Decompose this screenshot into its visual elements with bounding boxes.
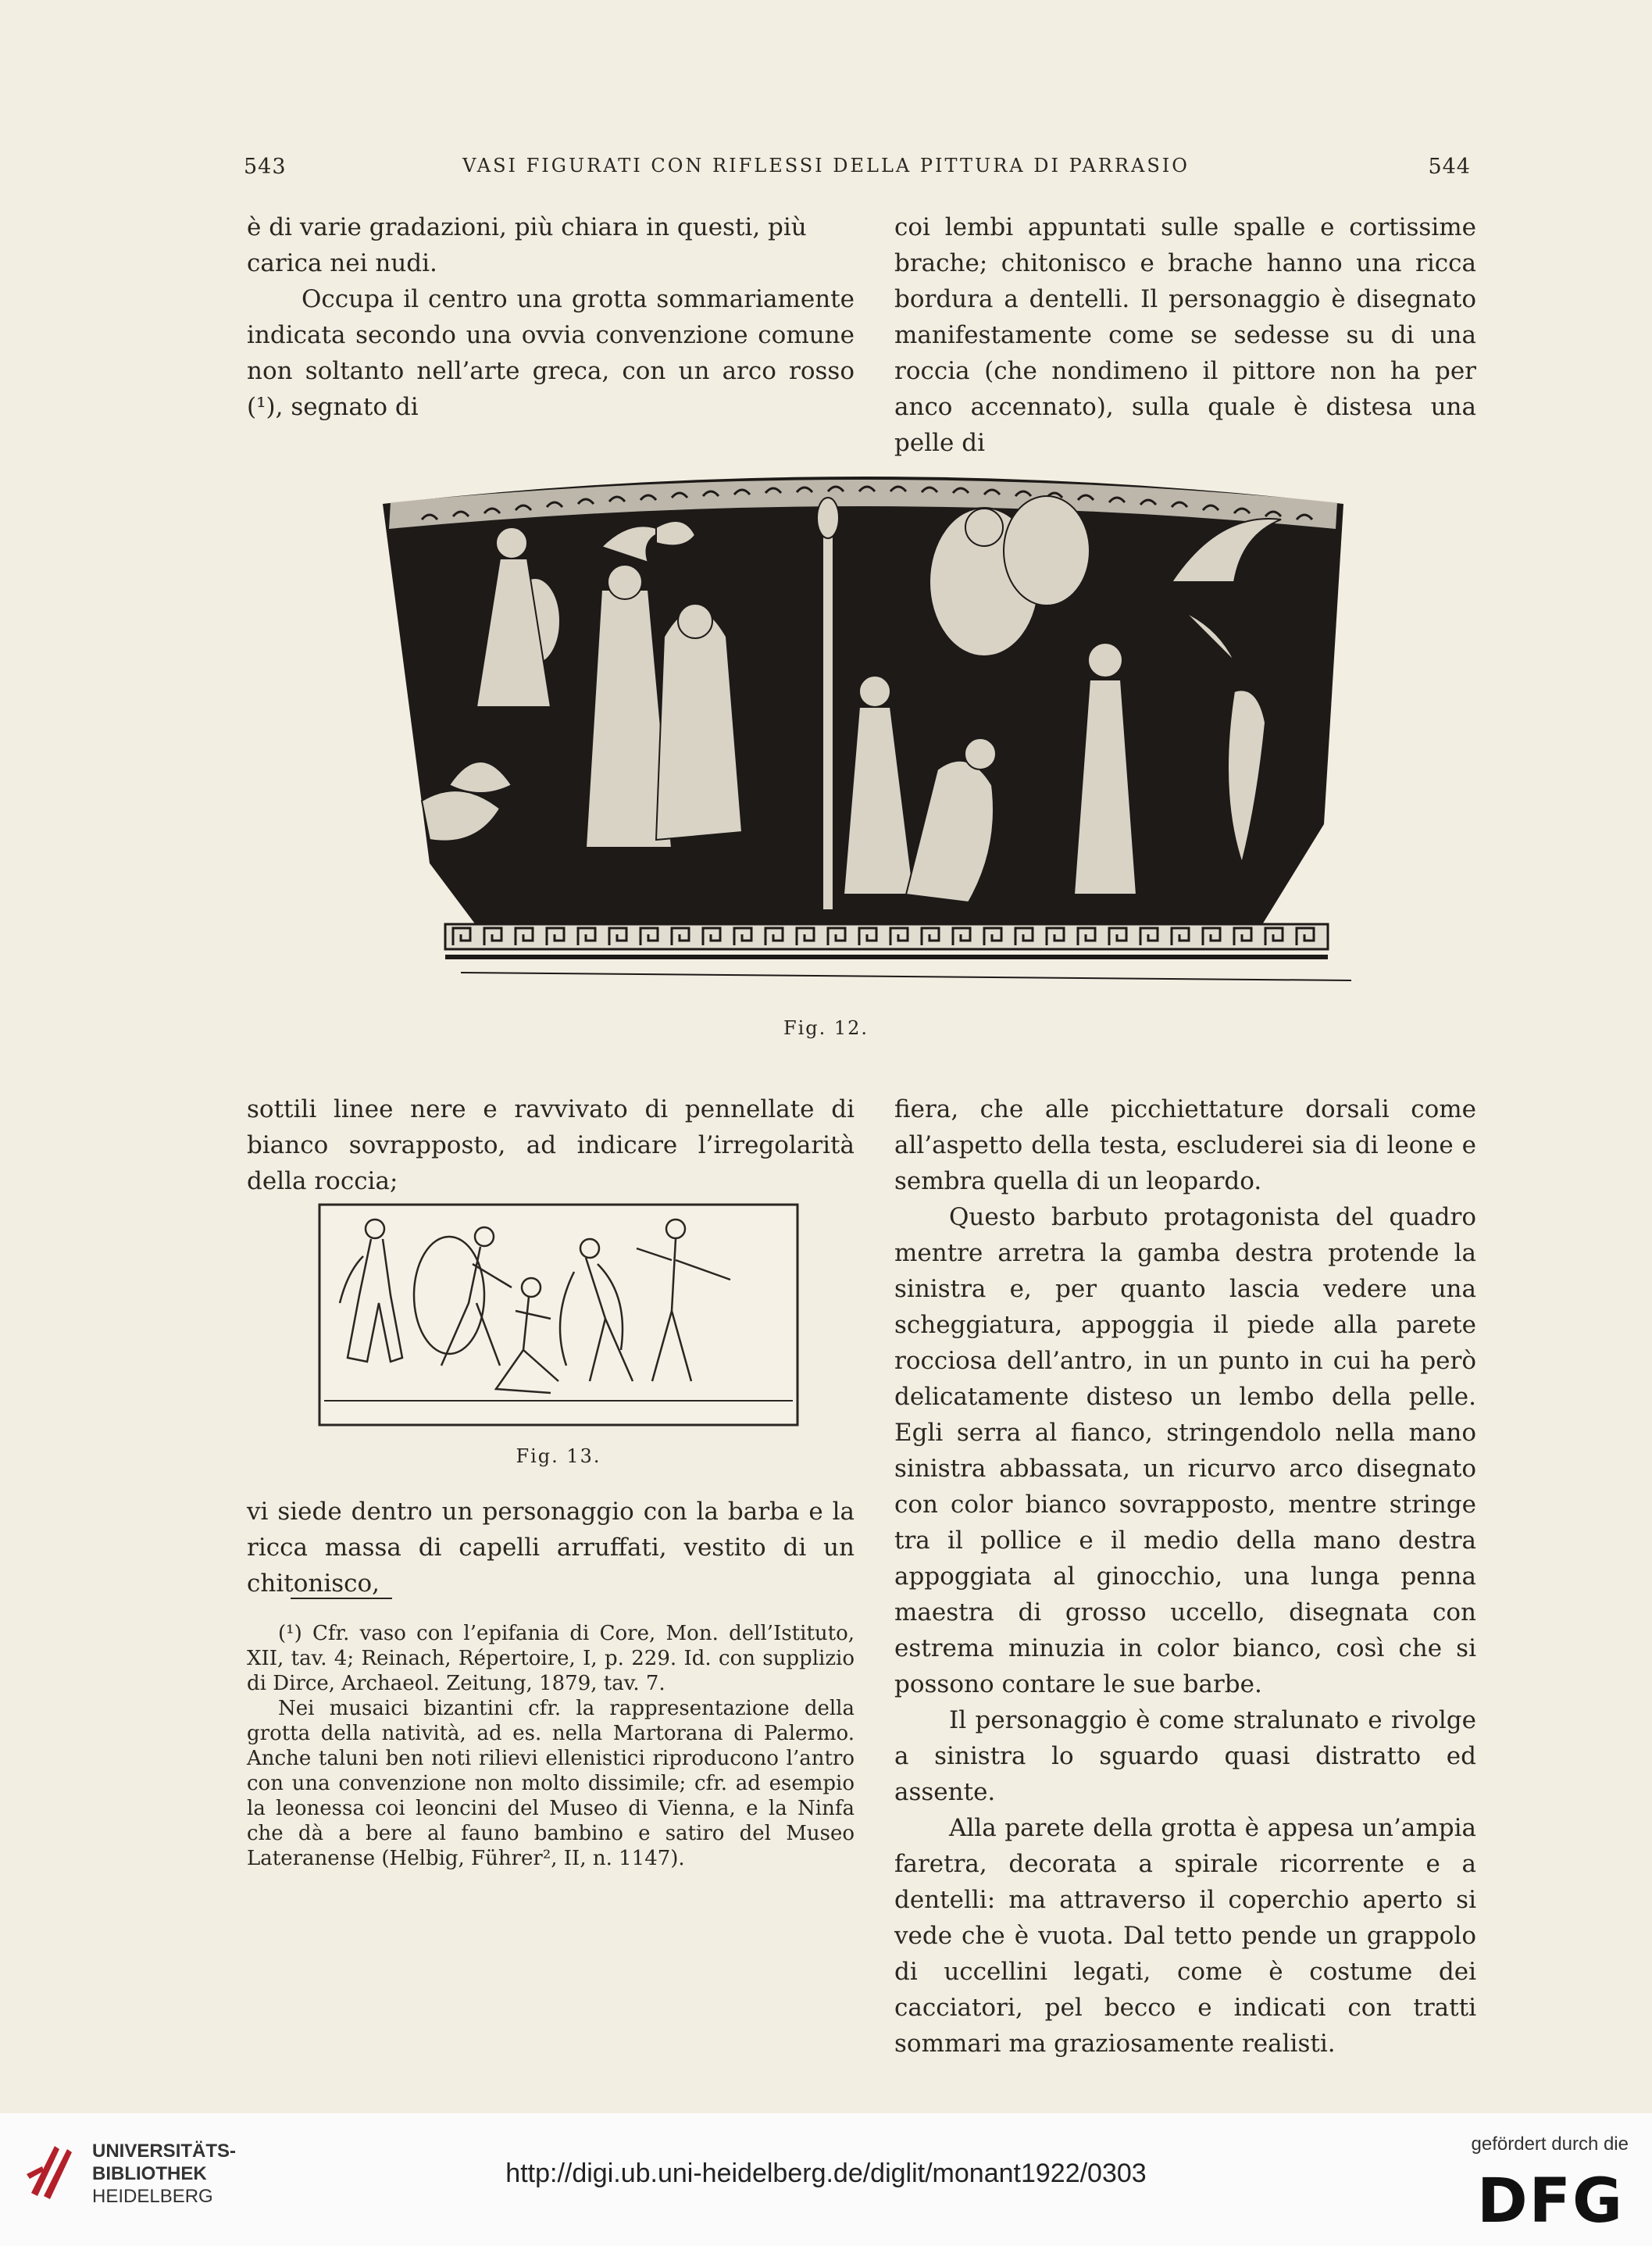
- paragraph: Occupa il centro una grotta sommariamente indicata secondo una ovvia convenzione comune non soltanto nell’arte greca, con un arco rosso (¹), segnato di: [247, 285, 855, 421]
- footnotes: [247, 1621, 855, 1871]
- library-line-3: HEIDELBERG: [92, 2186, 213, 2207]
- digitization-footer: [0, 2113, 1652, 2246]
- figure-13-caption: Fig. 13.: [516, 1445, 601, 1467]
- figure-12-caption: Fig. 12.: [783, 1017, 869, 1039]
- paragraph: Alla parete della grotta è appesa un’ampia faretra, decorata a spirale ricorrente e a dentelli: ma attraverso il coperchio aperto si vede che è vuota. Dal tetto pende un grappolo di uccellini legati, come è costume dei cacciatori, pel becco e indicati con tratti sommari ma graziosamente realisti.: [894, 1814, 1476, 2058]
- running-title: VASI FIGURATI CON RIFLESSI DELLA PITTURA DI PARRASIO: [462, 155, 1190, 177]
- left-column-top: [247, 209, 855, 425]
- paragraph: fiera, che alle picchiettature dorsali come all’aspetto della testa, escluderei sia di leone e sembra quella di un leopardo.: [894, 1095, 1476, 1195]
- right-column-top: [894, 209, 1476, 461]
- library-line-1: UNIVERSITÄTS-: [92, 2141, 237, 2162]
- paragraph: Il personaggio è come stralunato e rivolge a sinistra lo sguardo quasi distratto ed assente.: [894, 1706, 1476, 1806]
- library-line-2: BIBLIOTHEK: [92, 2163, 207, 2184]
- paragraph: coi lembi appuntati sulle spalle e cortissime brache; chitonisco e brache hanno una ricca bordura a dentelli. Il personaggio è disegnato manifestamente come se sedesse su di una roccia (che nondimeno il pittore non ha per anco accennato), sulla quale è distesa una pelle di: [894, 213, 1476, 457]
- page-number-right: 544: [1428, 155, 1471, 179]
- paragraph: è di varie gradazioni, più chiara in questi, più carica nei nudi.: [247, 213, 807, 277]
- left-column-bottom: [247, 1494, 855, 1601]
- footnote-rule: [291, 1598, 392, 1599]
- paragraph: sottili linee nere e ravvivato di pennellate di bianco sovrapposto, ad indicare l’irregolarità della roccia;: [247, 1095, 855, 1195]
- footnote-1-continuation: Nei musaici bizantini cfr. la rappresentazione della grotta della natività, ad es. nella Martorana di Palermo. Anche taluni ben noti rilievi ellenistici riproducono l’antro con una convenzione non molto dissimile; cfr. ad esempio la leonessa coi leoncini del Museo di Vienna, e la Ninfa che dà a bere al fauno bambino e satiro del Museo Lateranense (Helbig, Führer², II, n. 1147).: [247, 1697, 855, 1870]
- footnote-1: (¹) Cfr. vaso con l’epifania di Core, Mon. dell’Istituto, XII, tav. 4; Reinach, Répertoire, I, p. 229. Id. con supplizio di Dirce, Archaeol. Zeitung, 1879, tav. 7.: [247, 1622, 855, 1695]
- page-number-left: 543: [244, 155, 287, 179]
- vase-figure-12: [375, 457, 1359, 1031]
- paragraph: Questo barbuto protagonista del quadro mentre arretra la gamba destra protende la sinistra e, per quanto lascia vedere una scheggiatura, appoggia il piede alla parete rocciosa dell’antro, in un punto in cui ha però delicatamente disteso un lembo della pelle. Egli serra al fianco, stringendolo nella mano sinistra abbassata, un ricurvo arco disegnato con color bianco sovrapposto, mentre stringe tra il pollice e il medio della mano destra appoggiata al ginocchio, una lunga penna maestra di grosso uccello, disegnata con estrema minuzia in color bianco, così che si possono contare le sue barbe.: [894, 1203, 1476, 1698]
- digitization-url[interactable]: http://digi.ub.uni-heidelberg.de/diglit/monant1922/0303: [505, 2159, 1147, 2188]
- left-column-middle: [247, 1091, 855, 1199]
- running-header: [0, 155, 1652, 186]
- right-column-bottom: [894, 1091, 1476, 2062]
- relief-drawing-figure-13: [316, 1202, 801, 1428]
- funded-by-caption: gefördert durch die: [1471, 2134, 1629, 2155]
- paragraph: vi siede dentro un personaggio con la barba e la ricca massa di capelli arruffati, vestito di un chitonisco,: [247, 1498, 855, 1598]
- dfg-logo: DFG: [1476, 2166, 1624, 2237]
